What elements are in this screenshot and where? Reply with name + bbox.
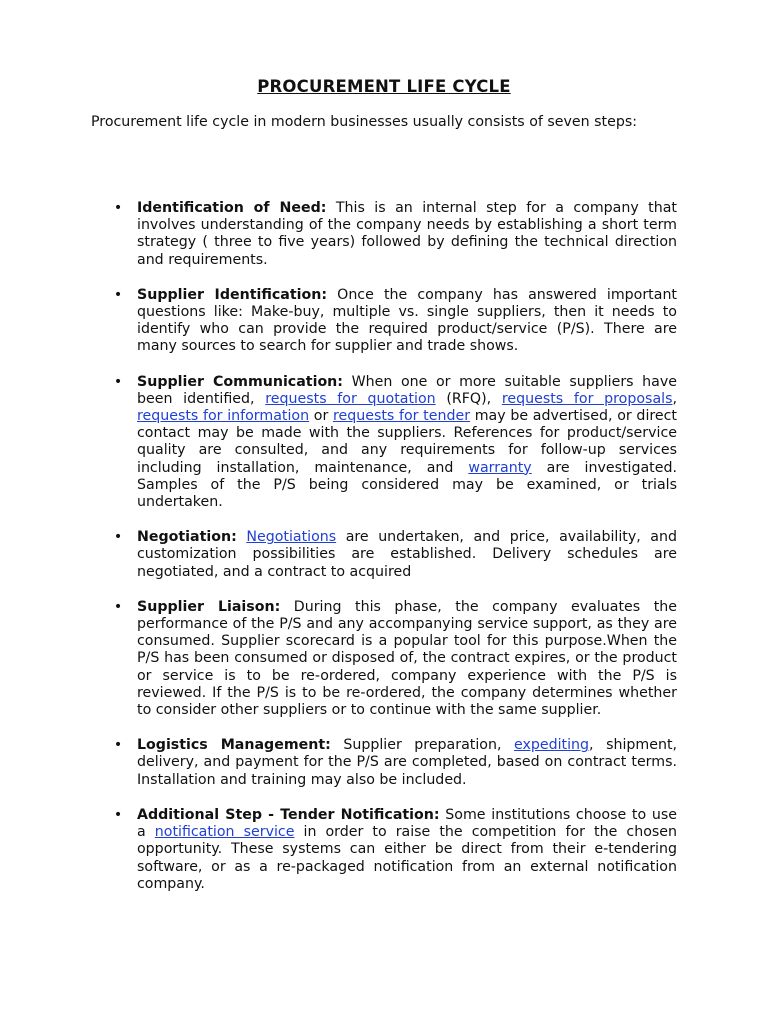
list-item-supplier-identification (113, 286, 677, 356)
list-item-tender-notification (113, 806, 677, 893)
item-text: Some institutions choose to use a (137, 806, 677, 841)
link-requests-for-proposals[interactable]: requests for proposals (501, 390, 673, 407)
bullet-marker: • (113, 200, 123, 216)
item-text: or (309, 408, 333, 425)
bullet-marker: • (113, 806, 123, 823)
bullet-marker: • (113, 286, 123, 303)
item-text: are undertaken, and price, availability, and customization possibilities are established. Delivery schedules are negotiated, and a contract to acquired (137, 529, 677, 580)
link-requests-for-tender[interactable]: requests for tender (332, 408, 471, 425)
page-title: PROCUREMENT LIFE CYCLE (257, 77, 511, 96)
list-item-logistics-management (113, 737, 678, 789)
bullet-marker: • (113, 529, 123, 546)
intro-paragraph: Procurement life cycle in modern businesses usually consists of seven steps: (91, 114, 637, 130)
bullet-marker: • (113, 373, 123, 390)
item-text: in order to raise the competition for the chosen opportunity. These systems can either be direct from their e-tendering software, or as a re-packaged notification from an external notification company. (137, 824, 677, 892)
item-text: This is an internal step for a company that involves understanding of the company needs by establishing a short term strategy ( three to five years) followed by defining the technical direction and requirements. (137, 200, 677, 268)
list-item-negotiation (113, 529, 677, 581)
link-requests-for-information[interactable]: requests for information (137, 408, 310, 425)
item-heading: Logistics Management: (137, 737, 331, 754)
item-text (237, 529, 247, 545)
item-text: , (672, 390, 677, 407)
bullet-marker: • (113, 598, 123, 615)
item-text: , shipment, delivery, and payment for the P/S are completed, based on contract terms. Installation and training may also be included. (137, 737, 678, 788)
item-heading: Supplier Liaison: (137, 598, 281, 615)
list-item-supplier-communication (113, 373, 677, 512)
item-heading: Additional Step - Tender Notification: (137, 806, 440, 823)
item-text: may be advertised, or direct contact may be made with the suppliers. References for product/service quality are consulted, and any requirements for follow-up services including installation, maintenance, and (137, 408, 677, 476)
item-text: Once the company has answered important questions like: Make-buy, multiple vs. single suppliers, then it needs to identify who can provide the required product/service (P/S). There are many sources to search for supplier and trade shows. (137, 286, 677, 355)
steps-list (0, 200, 768, 911)
item-heading: Supplier Identification: (137, 286, 328, 303)
item-heading: Supplier Communication: (137, 373, 343, 390)
list-item-supplier-liaison (113, 598, 677, 719)
item-text: Supplier preparation, (330, 737, 514, 754)
bullet-marker: • (113, 737, 123, 754)
link-notification-service[interactable]: notification service (154, 824, 295, 841)
link-warranty[interactable]: warranty (468, 459, 532, 476)
item-text: During this phase, the company evaluates the performance of the P/S and any accompanying service support, as they are consumed. Supplier scorecard is a popular tool for this purpose.When the P/S has been consumed or disposed of, the contract expires, or the product or service is to be re-ordered, company experience with the P/S is reviewed. If the P/S is to be re-ordered, the company determines whether to consider other suppliers or to continue with the same supplier. (137, 598, 677, 719)
item-text: are investigated. Samples of the P/S being considered may be examined, or trials undertaken. (137, 459, 677, 511)
item-text: When one or more suitable suppliers have been identified, (137, 373, 677, 407)
link-negotiations[interactable]: Negotiations (246, 529, 337, 546)
link-expediting[interactable]: expediting (513, 737, 590, 754)
item-heading: Identification of Need: (137, 200, 327, 216)
list-item-identification-of-need (113, 200, 677, 269)
item-text: (RFQ), (435, 390, 502, 407)
link-requests-for-quotation[interactable]: requests for quotation (265, 390, 436, 407)
item-heading: Negotiation: (137, 529, 237, 546)
